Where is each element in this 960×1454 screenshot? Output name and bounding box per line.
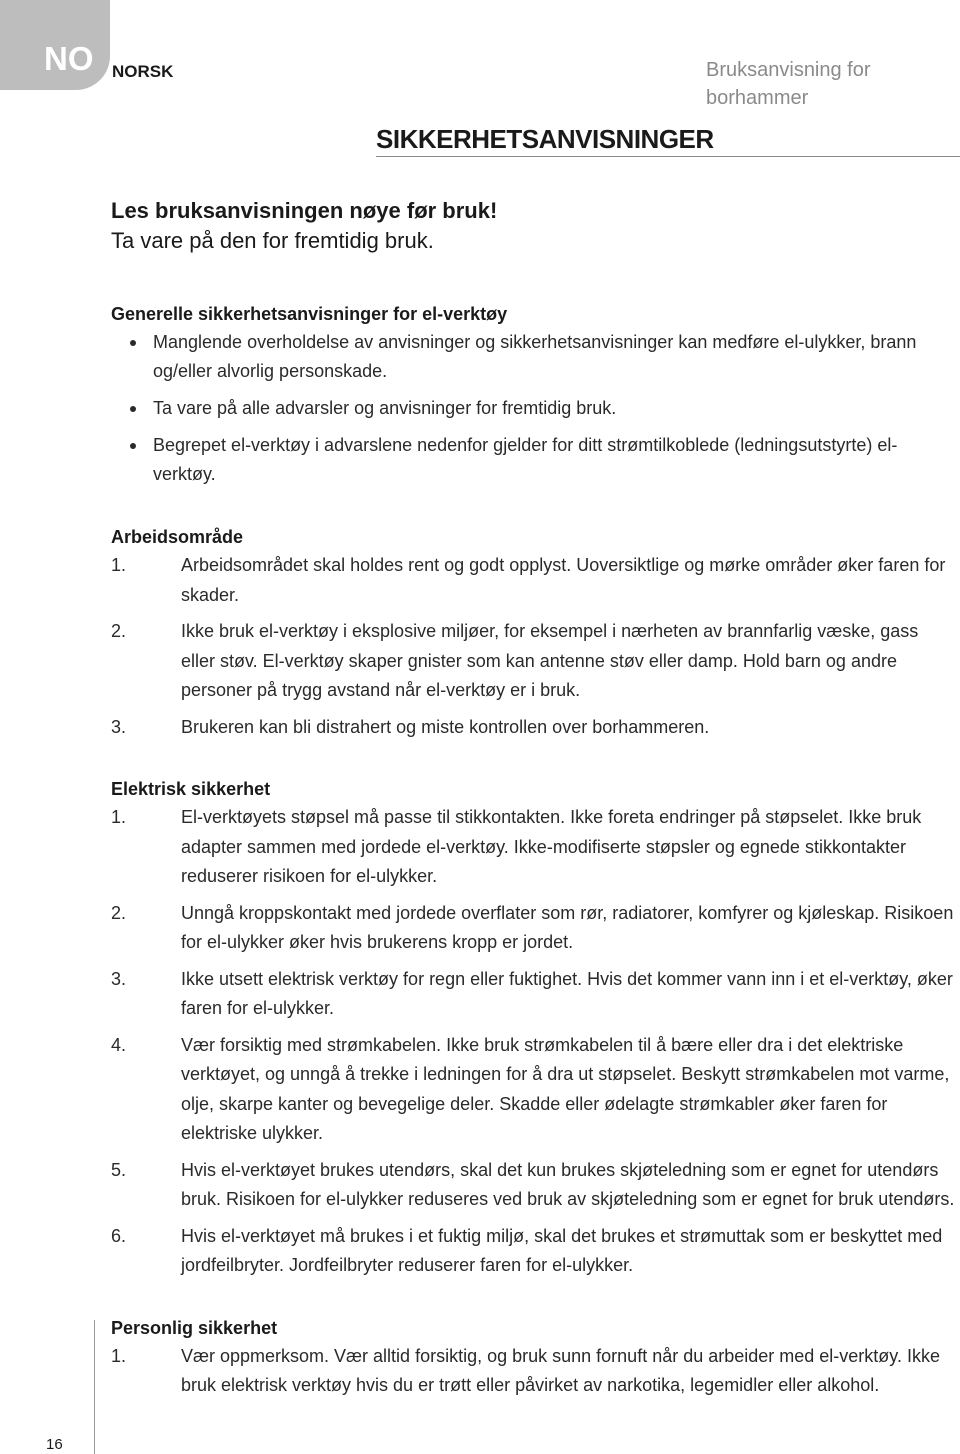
list-item: 1. El-verktøyets støpsel må passe til stikkontakten. Ikke foreta endringer på støpselet. Ikke bruk adapter sammen med jordede el-verktøy. Ikke-modifiserte støpsler og egnede stikkontakter reduserer risikoen for el-ulykker. [111, 807, 922, 886]
list-item: 3. Ikke utsett elektrisk verktøy for regn eller fuktighet. Hvis det kommer vann inn i et el-verktøy, øker faren for el-ulykker. [111, 968, 953, 1018]
list-item: 1. Vær oppmerksom. Vær alltid forsiktig, og bruk sunn fornuft når du arbeider med el-verktøy. Ikke bruk elektrisk verktøy hvis du er trøtt eller påvirket av narkotika, legemidler eller alkohol. [111, 1345, 940, 1395]
section-title: SIKKERHETSANVISNINGER [376, 124, 714, 154]
list-item: 4. Vær forsiktig med strømkabelen. Ikke bruk strømkabelen til å bære eller dra i det elektriske verktøyet, og unngå å trekke i ledningen for å dra ut støpselet. Beskytt strømkabelen mot varme, olje, skarpe kanter og bevegelige deler. Skadde eller ødelagte strømkabler øker faren for elektriske ulykker. [111, 1034, 950, 1143]
list-item: 2. Unngå kroppskontakt med jordede overflater som rør, radiatorer, komfyrer og kjøleskap. Risikoen for el-ulykker øker hvis brukerens kropp er jordet. [111, 902, 954, 952]
margin-divider [94, 1320, 95, 1454]
bullet-icon [130, 340, 136, 346]
personal-safety-heading: Personlig sikkerhet [111, 1317, 278, 1338]
list-item: Manglende overholdelse av anvisninger og sikkerhetsanvisninger kan medføre el-ulykker, brann og/eller alvorlig personskade. [111, 328, 956, 386]
electrical-safety-list [111, 803, 956, 1281]
list-item: 1. Arbeidsområdet skal holdes rent og godt opplyst. Uoversiktlige og mørke områder øker faren for skader. [111, 555, 946, 605]
page-content [111, 196, 956, 1408]
general-safety-heading: Generelle sikkerhetsanvisninger for el-verktøy [111, 304, 508, 324]
general-safety-list [111, 328, 956, 489]
list-item: Begrepet el-verktøy i advarslene nedenfor gjelder for ditt strømtilkoblede (ledningsutstyrte) el-verktøy. [111, 431, 956, 489]
document-subtitle: Bruksanvisning for borhammer [706, 59, 871, 109]
work-area-heading: Arbeidsområde [111, 527, 244, 547]
list-item: 6. Hvis el-verktøyet må brukes i et fuktig miljø, skal det brukes et strømuttak som er beskyttet med jordfeilbryter. Jordfeilbryter reduserer faren for el-ulykker. [111, 1225, 943, 1275]
intro-note: Ta vare på den for fremtidig bruk. [111, 228, 434, 253]
language-name: NORSK [112, 62, 174, 81]
list-item: 3. Brukeren kan bli distrahert og miste kontrollen over borhammeren. [111, 716, 710, 737]
personal-safety-list [111, 1342, 956, 1401]
list-item: Ta vare på alle advarsler og anvisninger for fremtidig bruk. [111, 394, 956, 423]
work-area-list [111, 551, 956, 742]
bullet-icon [130, 443, 136, 449]
bullet-icon [130, 406, 136, 412]
language-code: NO [44, 40, 94, 77]
electrical-safety-heading: Elektrisk sikkerhet [111, 779, 271, 799]
page-number: 16 [46, 1436, 63, 1453]
list-item: 5. Hvis el-verktøyet brukes utendørs, skal det kun brukes skjøteledning som er egnet for utendørs bruk. Risikoen for el-ulykker reduseres ved bruk av skjøteledning som er egnet for bruk utendørs. [111, 1159, 955, 1209]
intro-warning: Les bruksanvisningen nøye før bruk! [111, 198, 498, 223]
header-divider [376, 156, 960, 157]
list-item: 2. Ikke bruk el-verktøy i eksplosive miljøer, for eksempel i nærheten av brannfarlig væske, gass eller støv. El-verktøy skaper gnister som kan antenne støv eller damp. Hold barn og andre personer på trygg avstand når el-verktøy er i bruk. [111, 621, 919, 700]
